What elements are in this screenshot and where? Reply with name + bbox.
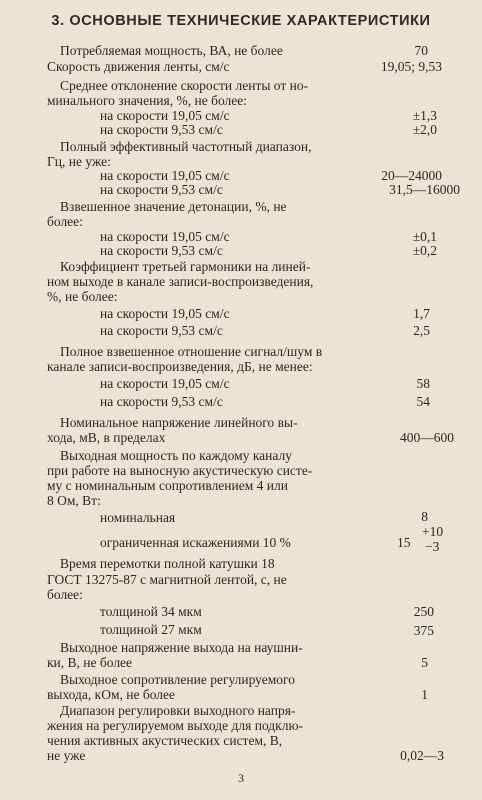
snr-speed1: на скорости 19,05 см/с <box>100 376 230 391</box>
rewind-line1: Время перемотки полной катушки 18 <box>60 556 275 571</box>
range-line1: Диапазон регулировки выходного напря- <box>60 703 296 718</box>
page-number: 3 <box>238 771 244 785</box>
frequency-value1: 20—24000 <box>381 168 442 183</box>
snr-value2: 54 <box>416 394 430 409</box>
output-nominal-value: 8 <box>421 509 428 524</box>
deviation-line2: минального значения, %, не более: <box>47 93 247 108</box>
detonation-speed2: на скорости 9,53 см/с <box>100 243 223 258</box>
resistance-line2: выхода, кОм, не более <box>47 687 176 702</box>
deviation-value2: ±2,0 <box>412 122 437 137</box>
output-limited-value: 15 <box>397 535 411 550</box>
output-line2: при работе на выносную акустическую систе- <box>47 463 313 478</box>
snr-value1: 58 <box>416 376 430 391</box>
thd-value1: 1,7 <box>413 306 430 321</box>
rewind-34-label: толщиной 34 мкм <box>100 604 202 619</box>
deviation-line1: Среднее отклонение скорости ленты от но- <box>60 78 309 93</box>
deviation-speed2: на скорости 9,53 см/с <box>100 122 223 137</box>
thd-line1: Коэффициент третьей гармоники на линей- <box>60 259 311 274</box>
detonation-line1: Взвешенное значение детонации, %, не <box>60 199 287 214</box>
output-nominal-label: номинальная <box>100 510 176 525</box>
deviation-value1: ±1,3 <box>412 108 437 123</box>
output-line4: 8 Ом, Вт: <box>47 493 101 508</box>
output-line1: Выходная мощность по каждому каналу <box>60 448 292 463</box>
nominal-line2: хода, мВ, в пределах <box>47 430 166 445</box>
snr-line2: канале записи-воспроизведения, дБ, не менее: <box>47 359 313 374</box>
power-label: Потребляемая мощность, ВА, не более <box>60 43 283 58</box>
snr-speed2: на скорости 9,53 см/с <box>100 394 223 409</box>
thd-value2: 2,5 <box>413 323 430 338</box>
thd-speed2: на скорости 9,53 см/с <box>100 323 223 338</box>
range-line4: не уже <box>47 748 86 763</box>
detonation-line2: более: <box>47 214 83 229</box>
detonation-value1: ±0,1 <box>412 229 437 244</box>
resistance-value: 1 <box>421 687 428 702</box>
tolerance-plus: +10 <box>422 524 444 539</box>
headphones-value: 5 <box>421 655 428 670</box>
thd-speed1: на скорости 19,05 см/с <box>100 306 230 321</box>
speed-label: Скорость движения ленты, см/с <box>47 59 230 74</box>
headphones-line1: Выходное напряжение выхода на наушни- <box>60 640 303 655</box>
range-value: 0,02—3 <box>400 748 444 763</box>
output-limited-label: ограниченная искажениями 10 % <box>100 535 291 550</box>
rewind-line3: более: <box>47 587 83 602</box>
snr-line1: Полное взвешенное отношение сигнал/шум в <box>60 344 323 359</box>
speed-value: 19,05; 9,53 <box>380 59 442 74</box>
nominal-value: 400—600 <box>400 430 454 445</box>
range-line2: жения на регулируемом выходе для подклю- <box>47 718 304 733</box>
frequency-speed2: на скорости 9,53 см/с <box>100 182 223 197</box>
rewind-27-label: толщиной 27 мкм <box>100 622 202 637</box>
nominal-line1: Номинальное напряжение линейного вы- <box>60 415 298 430</box>
deviation-speed1: на скорости 19,05 см/с <box>100 108 230 123</box>
tolerance-minus: −3 <box>425 539 440 554</box>
frequency-value2: 31,5—16000 <box>389 182 460 197</box>
detonation-speed1: на скорости 19,05 см/с <box>100 229 230 244</box>
frequency-speed1: на скорости 19,05 см/с <box>100 168 230 183</box>
rewind-line2: ГОСТ 13275-87 с магнитной лентой, с, не <box>47 572 287 587</box>
thd-line2: ном выходе в канале записи-воспроизведения, <box>47 274 314 289</box>
output-line3: му с номинальным сопротивлением 4 или <box>47 478 288 493</box>
detonation-value2: ±0,2 <box>412 243 437 258</box>
thd-line3: %, не более: <box>47 289 118 304</box>
resistance-line1: Выходное сопротивление регулируемого <box>60 672 295 687</box>
power-value: 70 <box>414 43 428 58</box>
frequency-line2: Гц, не уже: <box>47 154 111 169</box>
section-title: 3. ОСНОВНЫЕ ТЕХНИЧЕСКИЕ ХАРАКТЕРИСТИКИ <box>51 13 431 29</box>
range-line3: чения активных акустических систем, В, <box>47 733 283 748</box>
frequency-line1: Полный эффективный частотный диапазон, <box>60 139 312 154</box>
rewind-34-value: 250 <box>413 604 434 619</box>
rewind-27-value: 375 <box>413 623 434 638</box>
headphones-line2: ки, В, не более <box>47 655 133 670</box>
